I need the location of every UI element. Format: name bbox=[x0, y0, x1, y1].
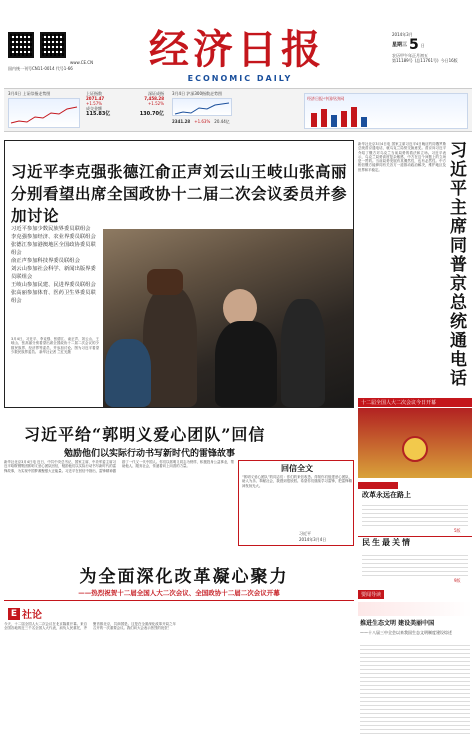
issue-number: 第11189号 bbox=[392, 58, 413, 63]
list-item[interactable]: 张德江参加港澳地区全国政协委员联组会 bbox=[11, 242, 96, 256]
list-item[interactable]: 俞正声参加科技界委员联组会 bbox=[11, 258, 80, 264]
lead-caption bbox=[11, 337, 99, 405]
mid-volume: 20.44亿 bbox=[214, 119, 230, 124]
guide-label: 要闻导读 bbox=[358, 590, 384, 599]
reply-letter-signature: 习近平 bbox=[299, 531, 311, 536]
lead-bullet-list bbox=[11, 225, 101, 305]
list-item[interactable]: 张高丽参加体育、医药卫生界委员联组会 bbox=[11, 290, 96, 304]
npc-opening-banner[interactable]: 十二届全国人大二次会议今日开幕 bbox=[358, 398, 472, 407]
market-index-bar bbox=[4, 88, 472, 132]
lead-headline-line2: 分别看望出席全国政协十二届二次会议委员并参加讨论 bbox=[11, 184, 348, 225]
index-mid-line bbox=[173, 99, 233, 117]
turnover-b: 130.70亿 bbox=[139, 111, 164, 117]
story-two-subhead: 勉励他们以实际行动书写新时代的雷锋故事 bbox=[64, 449, 236, 459]
index-mid-values bbox=[172, 119, 230, 124]
mid-value: 2341.28 bbox=[172, 119, 191, 124]
divider bbox=[4, 600, 354, 601]
reply-letter-box bbox=[238, 460, 354, 546]
index-left-line bbox=[9, 99, 81, 129]
editorial-tag bbox=[8, 606, 42, 621]
reply-letter-title: 回信全文 bbox=[281, 463, 313, 473]
issue-date: 2014年3月 bbox=[392, 32, 413, 37]
masthead bbox=[0, 0, 476, 86]
issue-weekday: 星期三 bbox=[392, 42, 408, 48]
mid-change: +1.63% bbox=[194, 119, 211, 124]
editorial-icon: E bbox=[8, 608, 20, 620]
story-two-headline[interactable]: 习近平给“郭明义爱心团队”回信 bbox=[24, 425, 266, 444]
emblem-icon bbox=[402, 436, 428, 462]
photo-figure bbox=[281, 299, 325, 407]
feature-subtitle: ——十八届三中全会以来我国生态文明制度建设综述 bbox=[360, 630, 452, 635]
right-story-headline[interactable]: 习近平主席同普京总统通电话 bbox=[450, 141, 467, 389]
issue-total: (总11761号) bbox=[414, 58, 439, 63]
side-teasers bbox=[358, 480, 472, 738]
issue-day: 5 bbox=[409, 37, 419, 53]
right-story-dateline: 新华社北京3月4日电 bbox=[358, 142, 391, 146]
turnover-label: 成交金额 bbox=[86, 106, 102, 111]
right-column-story bbox=[358, 140, 472, 398]
photo-figure bbox=[105, 339, 151, 407]
index-left-label: 3月4日 上证综指走势图 bbox=[8, 91, 51, 96]
list-item[interactable]: 刘云山参加社会科学、新闻出版界委员联组会 bbox=[11, 266, 96, 280]
editorial-body: 今天，十二届全国人大二次会议在北京隆重开幕。来自全国各地的近三千名全国人大代表，肩负人民重托，齐聚首都北京，共商国是。这是在全面深化改革开局之年召开的一次重要会议。我们向大会表示热烈的祝贺！ bbox=[4, 622, 176, 631]
index-right-bars bbox=[305, 103, 469, 129]
reform-teaser-tag bbox=[358, 482, 398, 489]
editorial-headline[interactable]: 为全面深化改革凝心聚力 bbox=[79, 567, 289, 587]
editorial-label: 社论 bbox=[22, 610, 42, 621]
tiananmen-image bbox=[358, 408, 472, 478]
reply-letter-text: “郭明义爱心团队”的同志们：你们的来信收悉。得知你们组建爱心团队、助人为乐、奉献社会，我感到很欣慰。希望你们继续学习雷锋，把雷锋精神发扬光大。 bbox=[242, 475, 352, 488]
reply-letter-date: 2014年3月4日 bbox=[299, 537, 327, 542]
lead-caption-credit: 新华社记者 兰红光摄 bbox=[39, 349, 71, 354]
list-item[interactable]: 习近平参加少数民族界委员联组会 bbox=[11, 226, 91, 232]
livelihood-teaser-text bbox=[362, 552, 468, 576]
issue-suffix: 日 bbox=[420, 42, 425, 48]
shanghai-label: 上证指数 bbox=[86, 91, 102, 96]
lead-headline[interactable] bbox=[11, 161, 351, 227]
issue-pages: 今日16版 bbox=[440, 58, 458, 63]
turnover-a: 115.83亿 bbox=[86, 111, 111, 117]
index-right-label: 经济日报·中国经济网 bbox=[307, 96, 345, 101]
reform-teaser-page: 5版 bbox=[454, 528, 461, 533]
shenzhen-value: 7,458.28 bbox=[144, 96, 164, 101]
feature-title[interactable]: 推进生态文明 建设美丽中国 bbox=[360, 620, 435, 627]
story-two-body: 新华社北京3月4日电 近日，中共中央总书记、国家主席、中央军委主席习近平给鞍钢集团郭明义爱心团队回信，勉励他们以实际行动书写新时代的雷锋故事，为实现中国梦凝聚强大正能量。习近平在回信中指出，雷锋精神激励了一代又一代中国人。你们以郭明义同志为榜样，积极投身公益事业，帮助他人、服务社会，传递着向上向善的力量。 bbox=[4, 460, 234, 473]
photo-figure bbox=[147, 269, 183, 295]
right-story-body bbox=[358, 142, 446, 392]
photo-figure bbox=[215, 321, 277, 407]
lead-story bbox=[4, 140, 354, 408]
shenzhen-label: 深证成指 bbox=[148, 91, 164, 96]
story-two bbox=[4, 412, 354, 548]
masthead-publication-info: 国内统一刊号CN11-0014 代号1-66 bbox=[8, 66, 73, 71]
qr-code-icon bbox=[8, 32, 34, 58]
qr-code-icon bbox=[40, 32, 66, 58]
shenzhen-change: +1.52% bbox=[147, 101, 164, 106]
livelihood-teaser[interactable]: 民生最关情 bbox=[362, 538, 412, 547]
index-left-chart bbox=[8, 98, 80, 128]
lead-caption-text: 3月4日，习近平、李克强、张德江、俞正声、刘云山、王岐山、张高丽分别看望出席全国政协十二届二次会议的少数民族界、经济界等委员，并参加讨论。图为习近平看望少数民族界委员。 bbox=[11, 337, 99, 354]
lead-photo[interactable] bbox=[103, 229, 353, 407]
editorial-section bbox=[4, 552, 354, 738]
feature-text bbox=[360, 644, 470, 734]
list-item[interactable]: 李克强参加经济、农业界委员联组会 bbox=[11, 234, 96, 240]
list-item[interactable]: 王岐山参加民建、民进界委员联组会 bbox=[11, 282, 96, 288]
divider bbox=[358, 536, 472, 537]
reform-teaser[interactable]: 改革永远在路上 bbox=[362, 491, 411, 499]
shanghai-change: +1.57% bbox=[86, 101, 103, 106]
index-right-panel bbox=[304, 93, 468, 129]
masthead-url[interactable]: www.CE.CN bbox=[70, 60, 94, 65]
index-mid-chart bbox=[172, 98, 232, 116]
masthead-title: 经济日报 bbox=[149, 26, 325, 73]
reform-teaser-text bbox=[362, 502, 468, 526]
issue-info bbox=[392, 32, 472, 63]
right-story-text: 国家主席习近平4日晚应约同俄罗斯总统普京通电话，就乌克兰局势交换意见。普京向习近平介绍了俄方对乌克兰当前局势的看法和立场。习近平表示，乌克兰局势高度复杂敏感，中方在这个问题上的立场是一贯的。当前局势发展有其偶然性，也有必然性。中方相信俄方能够同有关各方一道推动政治解决，维护地区及世界和平稳定。 bbox=[358, 142, 446, 172]
lead-headline-line1: 习近平李克强张德江俞正声刘云山王岐山张高丽 bbox=[11, 162, 348, 181]
masthead-subtitle: ECONOMIC DAILY bbox=[187, 74, 293, 83]
shanghai-value: 2071.47 bbox=[86, 96, 105, 101]
issue-lunar-date: 农历甲午年正月初五 bbox=[392, 53, 428, 58]
livelihood-teaser-page: 9版 bbox=[454, 578, 461, 583]
editorial-subhead: ——热烈祝贺十二届全国人大二次会议、全国政协十二届二次会议开幕 bbox=[78, 589, 280, 597]
feature-banner bbox=[358, 602, 472, 616]
photo-figure bbox=[143, 287, 197, 407]
index-values-panel bbox=[86, 91, 164, 117]
index-mid-label: 3月4日 沪深300指数走势图 bbox=[172, 91, 222, 96]
